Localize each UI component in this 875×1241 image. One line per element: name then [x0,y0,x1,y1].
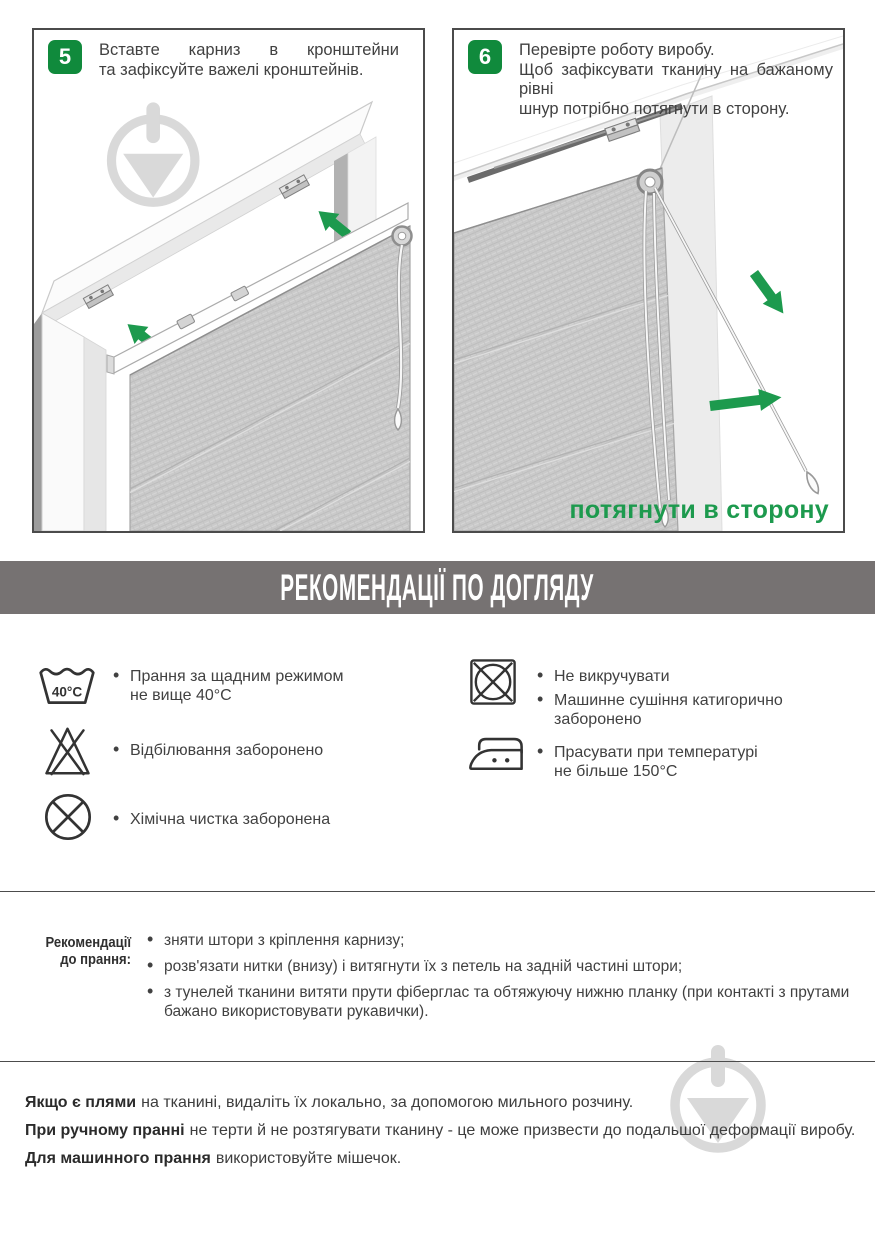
no-bleach-icon [44,725,91,777]
care-text-no-dry-clean: • Хімічна чистка заборонена [130,810,440,829]
list-item: • з тунелей тканини витяти прути фіберглас та обтяжуючу нижню планку (при контакті з прутами бажано використовувати рукавички). [147,983,855,1021]
washing-steps-list [147,929,855,1028]
care-section-banner [0,561,875,614]
section-divider [0,1061,875,1062]
list-item: • розв'язати нитки (внизу) і витягнути їх з петель на задній частині штори; [147,957,855,976]
care-text-no-wring: • Не викручувати • Машинне сушіння катигорично заборонено [554,667,864,729]
step5-illustration [34,30,423,531]
step-6-header [454,30,843,119]
section-divider [0,891,875,892]
green-arrow-icon [709,386,783,417]
step-5-header [34,30,423,80]
step-6-line-2: Щоб зафіксувати тканину на бажаному рівні [519,60,833,98]
step-5-line-1: Вставте карниз в кронштейни [99,41,399,59]
wash-temp-label: 40°C [51,684,83,700]
footer-notes [25,1089,857,1173]
note-machine-wash: Для машинного прання використовуйте мішечок. [25,1150,402,1167]
step-5-line-2: та зафіксуйте важелі кронштейнів. [99,60,364,79]
washing-label: Рекомендації до прання: [45,934,132,968]
care-text-wash: • Прання за щадним режимом не вище 40°С [130,667,440,705]
step-5-badge: 5 [48,40,82,74]
green-arrow-icon [745,267,792,320]
note-stains: Якщо є плями на тканині, видаліть їх локально, за допомогою мильного розчину. [25,1094,634,1111]
brand-watermark [111,102,194,202]
note-hand-wash: При ручному пранні не терти й не розтягувати тканину - це може призвести до подальшої деформації виробу. [25,1122,856,1139]
step-6-badge: 6 [468,40,502,74]
step-5-text [99,40,399,80]
washing-recommendations [25,929,855,1028]
cord-tassel [804,470,822,495]
pull-aside-callout: потягнути в сторону [569,496,829,524]
step-6-line-3: шнур потрібно потягнути в сторону. [519,99,790,118]
step-6-panel [452,28,845,533]
wash-40-icon [38,662,96,707]
step-5-panel [32,28,425,533]
step-6-line-1: Перевірте роботу виробу. [519,41,715,59]
care-banner-title: РЕКОМЕНДАЦІЇ ПО ДОГЛЯДУ [280,566,595,608]
iron-150-icon [469,732,525,775]
no-dry-clean-icon [43,792,93,842]
care-text-no-bleach: • Відбілювання заборонено [130,741,440,760]
care-text-iron: • Прасувати при температурі не більше 150°С [554,743,864,781]
step-6-text [519,40,833,119]
list-item: • зняти штори з кріплення карнизу; [147,931,855,950]
do-not-wring-icon [469,658,517,706]
